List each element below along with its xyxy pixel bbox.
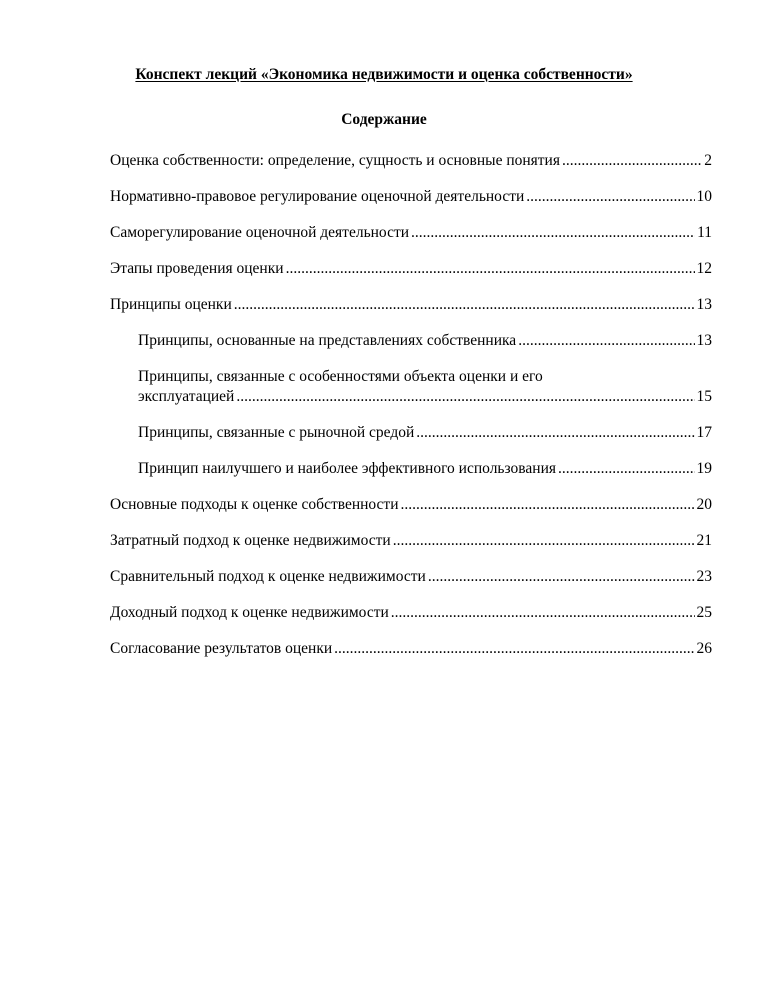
toc-page-number: 10 bbox=[696, 188, 712, 205]
toc-dot-leader bbox=[334, 639, 694, 659]
toc-dot-leader bbox=[526, 187, 694, 207]
document-title: Конспект лекций «Экономика недвижимости и оценка собственности» bbox=[135, 66, 633, 83]
toc-page-number: 20 bbox=[696, 496, 712, 513]
toc-dot-leader bbox=[401, 495, 695, 515]
toc-page-number: 17 bbox=[696, 424, 712, 441]
toc-entry-title: Сравнительный подход к оценке недвижимости bbox=[110, 568, 426, 585]
toc-dot-leader bbox=[393, 531, 695, 551]
toc-entry-title: Основные подходы к оценке собственности bbox=[110, 496, 399, 513]
toc-entry[interactable] bbox=[110, 295, 712, 315]
toc-page-number: 25 bbox=[696, 604, 712, 621]
toc-entry-title: Согласование результатов оценки bbox=[110, 640, 333, 657]
toc-entry[interactable] bbox=[110, 151, 712, 171]
toc-dot-leader bbox=[558, 459, 694, 479]
toc-page-number: 13 bbox=[696, 332, 712, 349]
toc-entry[interactable] bbox=[110, 423, 712, 443]
toc-entry-title: Оценка собственности: определение, сущность и основные понятия bbox=[110, 152, 560, 169]
toc-entry-title: Принцип наилучшего и наиболее эффективного использования bbox=[138, 460, 557, 477]
toc-page-number: 2 bbox=[704, 152, 712, 169]
toc-entry[interactable] bbox=[110, 567, 712, 587]
toc-entry[interactable] bbox=[110, 331, 712, 351]
toc-heading: Содержание bbox=[341, 111, 427, 128]
toc-entry[interactable] bbox=[110, 603, 712, 623]
toc-page-number: 13 bbox=[696, 296, 712, 313]
toc-entry-title-line1: Принципы, связанные с особенностями объекта оценки и его bbox=[138, 368, 543, 385]
toc-dot-leader bbox=[286, 259, 695, 279]
toc-entry-title: Саморегулирование оценочной деятельности bbox=[110, 224, 410, 241]
toc-entry-title: Принципы оценки bbox=[110, 296, 232, 313]
toc-entry-title: Принципы, связанные с рыночной средой bbox=[138, 424, 415, 441]
toc-entry[interactable] bbox=[110, 223, 712, 243]
toc-entry[interactable] bbox=[110, 531, 712, 551]
toc-dot-leader bbox=[234, 295, 695, 315]
table-of-contents bbox=[110, 151, 712, 675]
toc-page-number: 15 bbox=[696, 388, 712, 405]
toc-entry-title: эксплуатацией bbox=[138, 388, 235, 405]
toc-entry[interactable] bbox=[110, 639, 712, 659]
toc-dot-leader bbox=[411, 223, 695, 243]
toc-entry[interactable] bbox=[110, 459, 712, 479]
toc-entry[interactable] bbox=[110, 495, 712, 515]
toc-dot-leader bbox=[518, 331, 694, 351]
toc-page-number: 12 bbox=[696, 260, 712, 277]
toc-entry-title: Затратный подход к оценке недвижимости bbox=[110, 532, 391, 549]
toc-dot-leader bbox=[428, 567, 695, 587]
toc-entry-title: Этапы проведения оценки bbox=[110, 260, 284, 277]
toc-dot-leader bbox=[236, 387, 694, 407]
toc-entry-title: Доходный подход к оценке недвижимости bbox=[110, 604, 389, 621]
toc-page-number: 11 bbox=[697, 224, 712, 241]
toc-dot-leader bbox=[562, 151, 702, 171]
toc-entry[interactable] bbox=[110, 367, 712, 407]
toc-entry-title: Нормативно-правовое регулирование оценочной деятельности bbox=[110, 188, 525, 205]
toc-entry[interactable] bbox=[110, 259, 712, 279]
toc-page-number: 21 bbox=[696, 532, 712, 549]
toc-page-number: 19 bbox=[696, 460, 712, 477]
toc-page-number: 26 bbox=[696, 640, 712, 657]
toc-entry[interactable] bbox=[110, 187, 712, 207]
toc-entry-title: Принципы, основанные на представлениях собственника bbox=[138, 332, 517, 349]
toc-dot-leader bbox=[416, 423, 694, 443]
toc-page-number: 23 bbox=[696, 568, 712, 585]
toc-dot-leader bbox=[391, 603, 695, 623]
